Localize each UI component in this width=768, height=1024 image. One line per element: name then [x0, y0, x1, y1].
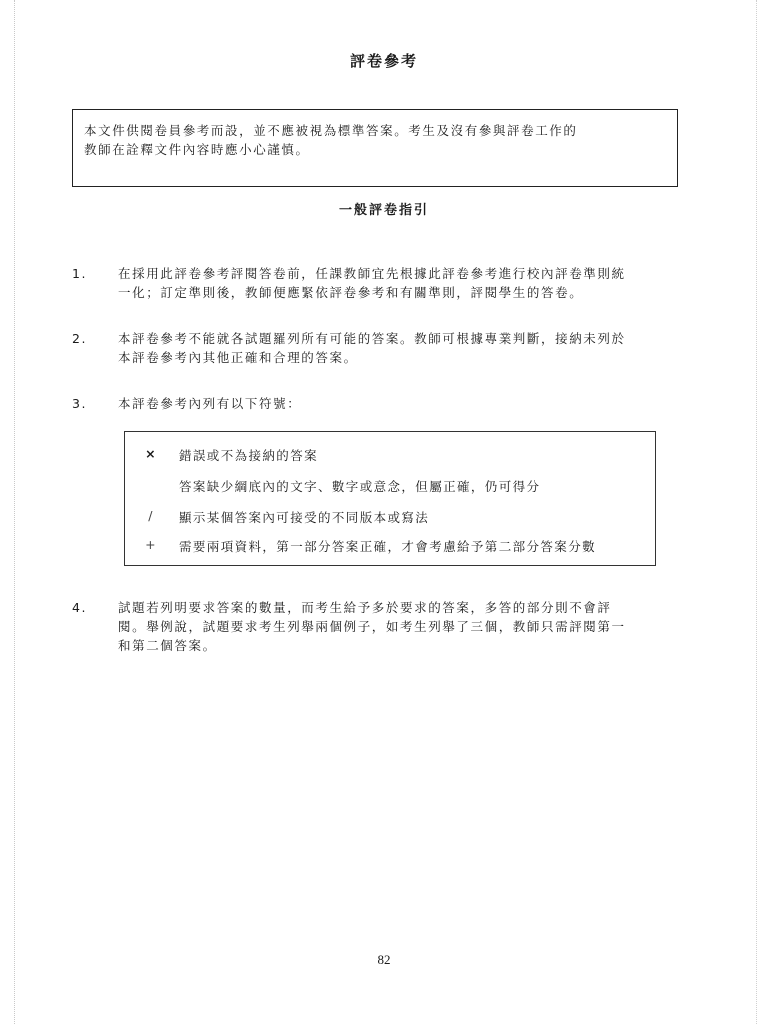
- symbol-description: 需要兩項資料，第一部分答案正確，才會考慮給予第二部分答案分數: [179, 539, 597, 554]
- symbol-description: 答案缺少綱底內的文字、數字或意念，但屬正確，仍可得分: [179, 479, 541, 494]
- item-line: 閱。舉例說，試題要求考生列舉兩個例子，如考生列舉了三個，教師只需評閱第一: [118, 619, 626, 634]
- section-subtitle: 一般評卷指引: [338, 203, 429, 218]
- item-number: 4.: [72, 600, 88, 615]
- notice-line: 教師在詮釋文件內容時應小心謹慎。: [84, 142, 310, 157]
- guideline-item-3: [72, 394, 680, 413]
- page-number: 82: [377, 952, 391, 967]
- slash-icon: /: [148, 508, 154, 523]
- item-line: 一化；訂定準則後，教師便應緊依評卷參考和有關準則，評閱學生的答卷。: [118, 285, 584, 300]
- item-line: 本評卷參考內其他正確和合理的答案。: [118, 350, 358, 365]
- item-number: 1.: [72, 266, 88, 281]
- item-number: 2.: [72, 331, 88, 346]
- item-text: [118, 264, 680, 302]
- notice-box: [72, 109, 678, 187]
- guideline-item-2: [72, 329, 680, 367]
- item-line: 試題若列明要求答案的數量，而考生給予多於要求的答案，多答的部分則不會評: [118, 600, 612, 615]
- item-line: 本評卷參考內列有以下符號：: [118, 396, 302, 411]
- item-number: 3.: [72, 396, 88, 411]
- guideline-item-4: [72, 598, 680, 655]
- symbol-legend-box: [124, 431, 656, 566]
- item-text: [118, 329, 680, 367]
- plus-icon: +: [145, 537, 157, 552]
- guideline-item-1: [72, 264, 680, 302]
- scan-edge-right: [756, 0, 758, 1024]
- symbol-description: 顯示某個答案內可接受的不同版本或寫法: [179, 510, 430, 525]
- item-line: 本評卷參考不能就各試題羅列所有可能的答案。教師可根據專業判斷，接納未列於: [118, 331, 626, 346]
- item-line: 和第二個答案。: [118, 638, 217, 653]
- document-title: 評卷參考: [349, 52, 418, 70]
- symbol-description: 錯誤或不為接納的答案: [179, 448, 319, 463]
- notice-line: 本文件供閱卷員參考而設，並不應被視為標準答案。考生及沒有參與評卷工作的: [84, 123, 578, 138]
- item-line: 在採用此評卷參考評閱答卷前，任課教師宜先根據此評卷參考進行校內評卷準則統: [118, 266, 626, 281]
- item-text: [118, 598, 680, 655]
- item-text: [118, 394, 680, 413]
- cross-icon: ×: [145, 446, 157, 461]
- scan-edge-left: [14, 0, 16, 1024]
